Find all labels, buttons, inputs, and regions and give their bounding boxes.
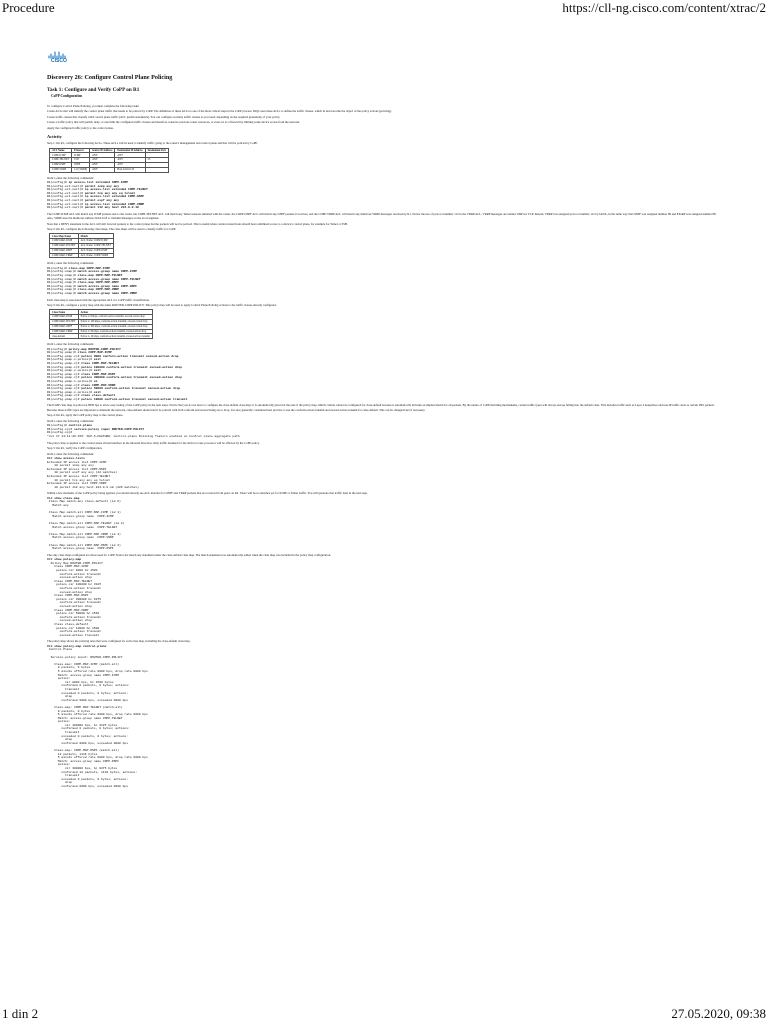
enter-commands: On R1, enter the following commands: xyxy=(47,261,94,266)
code-line: R1(config-pmap-c)# class class-default xyxy=(47,394,116,398)
table-cell: Police to 50 kbps, conform-action transmit, exceed-action drop xyxy=(78,329,152,334)
code-line: R1(config-pmap-c)# police 8000 conform-action transmit exceed-action drop xyxy=(47,354,179,358)
code-line: Class COPP-MAP-ICMP xyxy=(47,565,89,569)
policy-table xyxy=(49,309,153,339)
code-line: Extended IP access list COPP-TELNET xyxy=(47,475,111,479)
code-line: *Jul 17 14:14:29.155: %CP-5-FEATURE: Control-plane Policing feature enabled on Control plane aggregate path xyxy=(47,435,240,439)
code-line: R1(config)# class-map COPP-MAP-ICMP xyxy=(47,266,111,270)
enter-commands: On R1, enter the following commands: xyxy=(47,342,94,347)
code-line: transmit xyxy=(47,687,80,691)
code-line: exceeded 0 packets, 0 bytes; actions: xyxy=(47,777,129,781)
code-line: R1(config-cp)# xyxy=(47,431,73,435)
table-cell: COPP-MAP-VRRP xyxy=(50,329,79,334)
table-cell: COPP-MAP-TELNET xyxy=(50,243,79,248)
code-line: R1(config-pmap-c-police)# exit xyxy=(47,390,102,394)
table-cell: Police to 8 kbps, conform-action transmit, exceed-action drop xyxy=(78,315,152,320)
code-line: R1(config-pmap)# class COPP-MAP-ICMP xyxy=(47,351,112,355)
table-cell: ANY xyxy=(90,167,115,172)
code-line: R1# show policy-map xyxy=(47,558,82,562)
code-line: 10 permit 112 any host 224.0.0.18 (226 matches) xyxy=(47,485,139,489)
table-header: Destination IP Address xyxy=(115,148,145,153)
code-line: conformed 0 packets, 0 bytes; actions: xyxy=(47,684,130,688)
intro-paragraph: To configure Control Plane Policing, you must complete the following tasks: xyxy=(47,104,140,108)
apply-note: The policy map is applied to the control plane virtual interface in the inbound direction. Only traffic destined for the device's route processor will be affected by the CoPP policy. xyxy=(47,440,260,445)
code-line: Class Map match-all COPP-MAP-ICMP (id 1) xyxy=(47,511,121,515)
code-line: Class Map match-all COPP-MAP-TELNET (id 2) xyxy=(47,522,125,526)
code-line: police: xyxy=(47,677,71,681)
code-line: Policy Map ROUTER-COPP-POLICY xyxy=(47,561,103,565)
step-4: Step 4: On R1, apply the CoPP policy map to the control plane. xyxy=(47,413,124,418)
step-1: Step 1: On R1, configure the following ACLs. These ACLs will be used to identify traffic going to the router's management and control plane and that will be policed by CoPP. xyxy=(47,141,258,146)
code-line: Match: access-group name COPP-ICMP xyxy=(47,673,120,677)
code-line: Extended IP access list COPP-OSPF xyxy=(47,467,107,471)
code-line: R1# show policy-map control-plane xyxy=(47,644,107,648)
code-line: R1(config-pmap-c)# class COPP-MAP-OSPF xyxy=(47,372,116,376)
code-line: conformed 0000 bps, exceeded 0000 bps xyxy=(47,741,129,745)
code-line: drop xyxy=(47,781,73,785)
code-block-control-plane xyxy=(47,424,719,438)
code-line: Class Map match-any class-default (id 0) xyxy=(47,500,121,504)
code-line: exceed-action drop xyxy=(47,576,93,580)
code-line: R1(config-pmap-c)# class COPP-MAP-TELNET xyxy=(47,361,120,365)
class-map-table xyxy=(49,233,114,258)
policy-verify-note: The policy map shows the policing rates that were configured for each class map, including the class-default class map. xyxy=(47,639,191,644)
table-cell: Police to 300 kbps, conform-action transmit, exceed-action drop xyxy=(78,324,152,329)
code-line: conform-action transmit xyxy=(47,601,102,605)
code-line: cir 8000 bps, bc 1500 bytes xyxy=(47,680,114,684)
code-line: conform-action transmit xyxy=(47,630,102,634)
code-line: conform-action transmit xyxy=(47,615,102,619)
code-line: R1(config-cmap)# class-map COPP-MAP-TELNET xyxy=(47,273,123,277)
code-line: Match any xyxy=(47,504,69,508)
code-line: 0 packets, 0 bytes xyxy=(47,666,91,670)
code-block-policy-map xyxy=(47,348,719,402)
code-line: R1(config)# control-plane xyxy=(47,424,93,428)
code-line: R1(config-cmap)# class-map COPP-MAP-OSPF xyxy=(47,281,120,285)
code-line: R1(config-pmap-c-police)# exit xyxy=(47,369,102,373)
page-number: 1 din 2 xyxy=(2,1006,39,1021)
code-line: Class COPP-MAP-TELNET xyxy=(47,579,93,583)
table-cell: class-default xyxy=(50,334,79,339)
code-line: R1(config-ext-nacl)# permit ospf any any xyxy=(47,198,120,202)
enter-commands: On R1, enter the following commands: xyxy=(47,175,94,180)
print-timestamp: 27.05.2020, 09:38 xyxy=(671,1006,766,1021)
table-cell: Host 224.0.0.18 xyxy=(115,167,145,172)
step-3: Step 3: On R1, configure a policy map with the name ROUTER-COPP-POLICY. This policy map will be used to apply Control Plane Policing actions to the traffic classes already configured. xyxy=(47,303,277,308)
code-line: drop xyxy=(47,738,73,742)
code-line: conformed 0 packets, 0 bytes; actions: xyxy=(47,727,130,731)
cisco-logo xyxy=(47,50,719,70)
table-cell: COPP-TELNET xyxy=(50,158,72,163)
table-cell: COPP-MAP-OSPF xyxy=(50,324,79,329)
table-cell: COPP-OSPF xyxy=(50,162,72,167)
table-row xyxy=(50,167,169,172)
code-line: exceeded 0 packets, 0 bytes; actions: xyxy=(47,734,129,738)
activity-heading: Activity xyxy=(47,134,62,140)
table-cell: TCP xyxy=(72,158,90,163)
code-line: R1(config-cmap)# match access-group name COPP-VRRP xyxy=(47,291,138,295)
table-cell: COPP-MAP-VRRP xyxy=(50,253,79,258)
code-line: Class COPP-MAP-OSPF xyxy=(47,594,89,598)
code-line: cir 300000 bps, bc 9375 bytes xyxy=(47,767,118,771)
code-line: R1(config-pmap-c-police)# exit xyxy=(47,358,102,362)
code-line: conformed 0000 bps, exceeded 0000 bps xyxy=(47,784,129,788)
enter-commands: On R1, enter the following commands: xyxy=(47,418,94,423)
table-cell: OSPF xyxy=(72,162,90,167)
code-line: police: xyxy=(47,763,71,767)
table-cell: 23 xyxy=(145,158,168,163)
code-line: Match access-group name COPP-ICMP xyxy=(47,514,114,518)
code-line: drop xyxy=(47,695,73,699)
table-cell: Police to 10 kbps, conform-action transmit, exceed-action transmit xyxy=(78,334,152,339)
code-line: R1(config-cmap)# match access-group name COPP-TELNET xyxy=(47,277,141,281)
table-header: Action xyxy=(78,310,152,315)
code-line: exceed-action drop xyxy=(47,590,93,594)
code-block-class-map xyxy=(47,267,719,296)
code-block-show-policy-map xyxy=(47,558,719,637)
code-line: 5 minute offered rate 0000 bps, drop rate 0000 bps xyxy=(47,756,148,760)
class-map-note: Each class map is associated with the appropriate ACL for CoPP traffic classification. xyxy=(47,297,150,302)
table-cell: ANY xyxy=(115,162,145,167)
table-cell: COPP-ICMP xyxy=(50,153,72,158)
code-line: Class class-default xyxy=(47,622,89,626)
code-line: Match access-group name COPP-VRRP xyxy=(47,536,114,540)
table-row xyxy=(50,253,114,258)
acl-explanation: The COPP-ICMP ACL will match any ICMP packets sent to the router, the COPP-TELNET ACL will match any Telnet sessions initiated with the router, the COPP-OSPF ACL will match any OSPF packets it receives, and the COPP-VRRP ACL will match any multicast VRRP messages received by R1. Notice the use of protocol number 112 in the VRRP ACL. VRRP messages are neither UDP nor TCP. Instead, VRRP was assigned protocol number 112 by IANA, in the same way that OSPF was assigned number 89 and EIGRP was assigned number 88. Also, VRRP uses the multicast address 224.0.0.18 to transmit messages on the local segment. xyxy=(47,211,717,221)
page-title: Discovery 26: Configure Control Plane Policing xyxy=(47,74,173,81)
policy-note: The ICMP class map is policed at 8000 bps to allow easy testing of the CoPP policy in the next steps. Notice that you do not have to configure the class-default class map; it is automatically placed at the end of the policy map. Match criteria cannot be configured for class-default because it automatically includes an implied match for all packets. By the nature of CoPP matching mechanisms, certain traffic types will always end up falling into the default class. This includes traffic such as Layer 2 keepalives and non-IP traffic such as certain ISIS packets. Because these traffic types are important to maintain the network, class-default should never be policed with both conform and exceed being set to drop. It is also generally considered best practice to use the conform-action transmit and exceed-action transmit for class-default. This can be changed later if necessary. xyxy=(47,403,715,412)
document-page xyxy=(47,50,719,791)
code-line: R1(config-cmap)# class-map COPP-MAP-VRRP xyxy=(47,288,120,292)
code-line: R1(config)# ip access-list extended COPP-ICMP xyxy=(47,181,129,184)
code-line: conformed 0000 bps, exceeded 0000 bps xyxy=(47,698,129,702)
table-row xyxy=(50,334,153,339)
code-line: 10 permit tcp any any eq telnet xyxy=(47,478,111,482)
code-line: Extended IP access list COPP-ICMP xyxy=(47,460,107,464)
code-line: Class-map: COPP-MAP-ICMP (match-all) xyxy=(47,662,120,666)
code-line: 12 packets, 1116 bytes xyxy=(47,752,98,756)
code-line: cir 100000 bps, bc 3125 bytes xyxy=(47,723,118,727)
table-cell: ACL Name: COPP-OSPF xyxy=(78,248,113,253)
code-block-show-acl xyxy=(47,457,719,489)
code-line: R1(config-ext-nacl)# permit 112 any host 224.0.0.18 xyxy=(47,206,139,210)
code-line: R1# show class-map xyxy=(47,496,80,500)
table-header: Class Map Name xyxy=(50,234,79,239)
class-verify-note: The only class maps configured are those used for CoPP. Notice the match any statement under the class-default class map. The match statement was automatically added when the class map was included in the policy map configuration. xyxy=(47,552,331,557)
table-cell: ANY xyxy=(115,158,145,163)
code-line: exceed-action drop xyxy=(47,619,93,623)
code-line: 10 permit icmp any any xyxy=(47,464,94,468)
table-header: Destination Port xyxy=(145,148,168,153)
intro-paragraph: Create traffic classes that classify valid control plane traffic (ACL permit statements). You can configure as many traffic classes as you need, depending on the required granularity of your policy. xyxy=(47,114,281,119)
table-header: Protocol xyxy=(72,148,90,153)
code-line: R1(config-pmap-c)# class COPP-MAP-VRRP xyxy=(47,383,116,387)
code-line: R1(config-cp)# service-policy input ROUTER-COPP-POLICY xyxy=(47,427,145,431)
intro-paragraph: Create ACLs that will identify the control plane traffic that needs to be policed by CoPP. The definition of these ACLs is one of the most critical steps in the CoPP process. MQC uses these ACLs to define the traffic classes, which in turn become the object of the policy actions (policing). xyxy=(47,109,392,114)
enter-commands: On R1, enter the following commands: xyxy=(47,451,94,456)
table-header: Class Name xyxy=(50,310,79,315)
code-line: R1(config-pmap-c)# police 100000 conform-action transmit exceed-action drop xyxy=(47,365,183,369)
table-cell: ICMP xyxy=(72,153,90,158)
code-line: Match access-group name COPP-OSPF xyxy=(47,547,114,551)
code-line: R1(config-pmap-c)# police 10000 conform-action transmit exceed-action transmit xyxy=(47,397,188,401)
code-line: exceeded 0 packets, 0 bytes; actions: xyxy=(47,691,129,695)
code-line: 10 permit ospf any any (22 matches) xyxy=(47,471,118,475)
table-cell: ANY xyxy=(90,158,115,163)
table-cell: ACL Name: COPP-ICMP xyxy=(78,239,113,244)
code-line: police cir 10000 bc 1500 xyxy=(47,626,100,630)
intro-list xyxy=(47,104,719,130)
code-line: R1(config-ext-nacl)# permit tcp any any eq telnet xyxy=(47,191,136,195)
task-heading: Task 1: Configure and Verify CoPP on R1 xyxy=(47,87,140,93)
browser-print-footer xyxy=(0,1006,768,1024)
step-5: Step 5: On R1, verify the CoPP configuration. xyxy=(47,446,103,451)
section-heading: CoPP Configuration xyxy=(51,94,83,98)
acl-table xyxy=(49,148,169,173)
header-url: https://cll-ng.cisco.com/content/xtrac/2 xyxy=(562,0,766,15)
code-line: Class COPP-MAP-VRRP xyxy=(47,608,89,612)
table-cell: COPP-MAP-ICMP xyxy=(50,315,79,320)
code-block-acl xyxy=(47,181,719,210)
code-line: Extended IP access list COPP-VRRP xyxy=(47,482,107,486)
code-line: Control Plane xyxy=(47,648,73,652)
table-cell: ACL Name: COPP-VRRP xyxy=(78,253,113,258)
table-cell: ANY xyxy=(90,162,115,167)
code-block-show-class-map xyxy=(47,497,719,551)
code-block-show-control-plane xyxy=(47,645,719,789)
table-cell: COPP-VRRP xyxy=(50,167,72,172)
intro-paragraph: Create a traffic policy that will permit, deny, or rate limit the configured traffic classes and therefore conserve precious router resources, or even act as a firewall by limiting some device access from the network. xyxy=(47,120,300,125)
table-header: ACL Name xyxy=(50,148,72,153)
code-line: transmit xyxy=(47,731,80,735)
code-line: 5 minute offered rate 0000 bps, drop rate 0000 bps xyxy=(47,713,148,717)
code-line: R1(config)# policy-map ROUTER-COPP-POLICY xyxy=(47,347,121,351)
code-line: police cir 8000 bc 1500 xyxy=(47,569,98,573)
table-cell: ANY xyxy=(90,153,115,158)
code-line: transmit xyxy=(47,774,80,778)
code-line: R1(config-cmap)# match access-group name COPP-ICMP xyxy=(47,270,138,274)
table-cell: ACL Name: COPP-TELNET xyxy=(78,243,113,248)
table-header: Match xyxy=(78,234,113,239)
code-line: police cir 300000 bc 9375 xyxy=(47,597,102,601)
code-line: R1(config-ext-nacl)# ip access-list extended COPP-TELNET xyxy=(47,188,148,192)
table-cell: COPP-MAP-ICMP xyxy=(50,239,79,244)
table-cell xyxy=(145,167,168,172)
code-line: police cir 50000 bc 1562 xyxy=(47,612,100,616)
code-line: Class Map match-all COPP-MAP-OSPF (id 3) xyxy=(47,543,121,547)
table-header: Source IP Address xyxy=(90,148,115,153)
code-line: R1(config-pmap-c)# police 50000 conform-action transmit exceed-action drop xyxy=(47,387,181,391)
code-line: Class Map match-all COPP-MAP-VRRP (id 4) xyxy=(47,532,121,536)
code-line: Class-map: COPP-MAP-OSPF (match-all) xyxy=(47,749,120,753)
code-line: conform-action transmit xyxy=(47,587,102,591)
code-line: 0 packets, 0 bytes xyxy=(47,709,91,713)
code-line: R1(config-ext-nacl)# permit icmp any any xyxy=(47,184,120,188)
table-cell: COPP-MAP-OSPF xyxy=(50,248,79,253)
code-line: police: xyxy=(47,720,71,724)
table-cell: 112 (VRRP) xyxy=(72,167,90,172)
code-line: Class-map: COPP-MAP-TELNET (match-all) xyxy=(47,705,123,709)
table-cell: COPP-MAP-TELNET xyxy=(50,319,79,324)
browser-print-header xyxy=(0,0,768,18)
code-line: R1(config-pmap-c)# police 300000 conform-action transmit exceed-action drop xyxy=(47,376,183,380)
code-line: Service-policy input: ROUTER-COPP-POLICY xyxy=(47,655,123,659)
code-line: R1(config-pmap-c-police)# ex xyxy=(47,379,98,383)
step-2: Step 2: On R1, configure the following class maps. The class maps will be used to classify traffic for CoPP. xyxy=(47,227,176,232)
deny-note: Note that a DENY statement in the ACL will still forward packets to the control plane but the packets will not be policed. This is useful when certain trusted hosts should have unlimited access to a device's control plane, for example for Telnet or SSH. xyxy=(47,221,348,226)
table-cell: Police to 100 kbps, conform-action transmit, exceed-action drop xyxy=(78,319,152,324)
code-line: R1(config-ext-nacl)# ip access-list extended COPP-OSPF xyxy=(47,195,145,199)
code-line: Match access-group name COPP-TELNET xyxy=(47,525,118,529)
code-line: conformed 12 packets, 1116 bytes; actions: xyxy=(47,770,138,774)
table-cell: ANY xyxy=(115,153,145,158)
code-line: R1# show access-lists xyxy=(47,457,85,461)
code-line: Match: access-group name COPP-TELNET xyxy=(47,716,123,720)
code-line: conform-action transmit xyxy=(47,572,102,576)
code-line: exceed-action transmit xyxy=(47,633,100,637)
code-line: police cir 100000 bc 3125 xyxy=(47,583,102,587)
acl-verify-note: Within a few moments of the CoPP policy being applied, you should already see ACL matches for OSPF and VRRP packets that are received from peers on R2. There will be no matches yet for ICMP or Telnet traffic. You will generate that traffic later in the next step. xyxy=(47,491,368,496)
header-title: Procedure xyxy=(2,0,55,15)
code-line: 5 minute offered rate 0000 bps, drop rate 0000 bps xyxy=(47,669,148,673)
cisco-wordmark: CISCO xyxy=(51,58,67,64)
code-line: exceed-action drop xyxy=(47,605,93,608)
intro-paragraph: Apply the configured traffic policy to the control plane. xyxy=(47,125,114,130)
code-line: R1(config-cmap)# match access-group name COPP-OSPF xyxy=(47,284,138,288)
code-line: Match: access-group name COPP-OSPF xyxy=(47,759,120,763)
code-line: R1(config-ext-nacl)# ip access-list extended COPP-VRRP xyxy=(47,202,145,206)
